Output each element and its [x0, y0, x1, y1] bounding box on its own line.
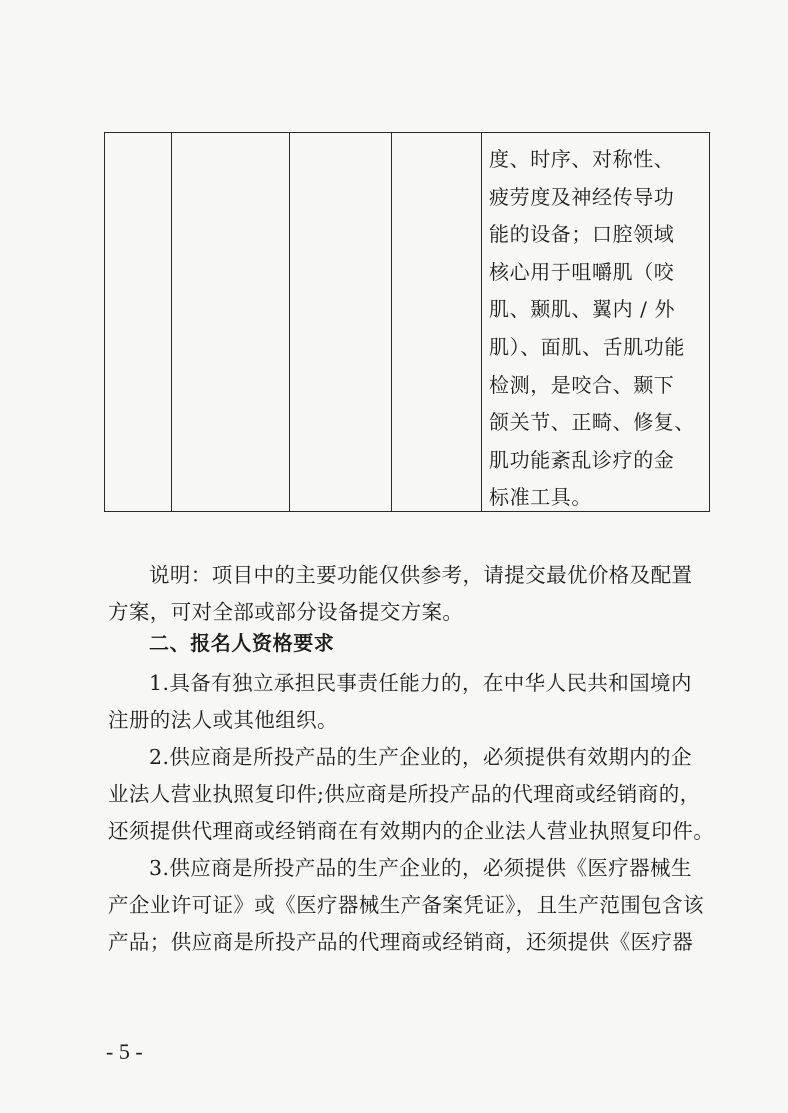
function-description-cell: [489, 141, 701, 517]
paragraph-line: 业法人营业执照复印件;供应商是所投产品的代理商或经销商的，: [108, 782, 701, 807]
cell-line: 肌、颞肌、翼内 / 外: [489, 297, 676, 322]
cell-line: 标准工具。: [489, 485, 592, 510]
paragraph-line: 注册的法人或其他组织。: [108, 708, 338, 733]
cell-line: 检测，是咬合、颞下: [489, 372, 675, 397]
paragraph-line: 说明：项目中的主要功能仅供参考，请提交最优价格及配置: [149, 563, 693, 587]
cell-line: 疲劳度及神经传导功: [489, 184, 675, 209]
cell-line: 度、时序、对称性、: [489, 147, 675, 171]
paragraph-line: 3.供应商是所投产品的生产企业的，必须提供《医疗器械生: [149, 856, 692, 880]
cell-line: 颌关节、正畸、修复、: [489, 410, 695, 435]
requirement-3: [108, 850, 708, 962]
paragraph-line: 还须提供代理商或经销商在有效期内的企业法人营业执照复印件。: [108, 819, 715, 844]
section-heading: 二、报名人资格要求: [149, 631, 335, 655]
page-number: - 5 -: [106, 1039, 143, 1064]
paragraph-line: 1.具备有独立承担民事责任能力的，在中华人民共和国境内: [149, 671, 692, 695]
cell-line: 肌功能紊乱诊疗的金: [489, 447, 675, 472]
requirement-1: [108, 665, 708, 739]
table-column-divider: [171, 133, 172, 511]
paragraph-line: 产品；供应商是所投产品的代理商或经销商，还须提供《医疗器: [108, 930, 694, 955]
cell-line: 能的设备；口腔领域: [489, 222, 675, 247]
paragraph-line: 产企业许可证》或《医疗器械生产备案凭证》，且生产范围包含该: [108, 893, 704, 918]
note-paragraph: [108, 557, 708, 631]
spec-table: [104, 132, 710, 512]
requirement-2: [108, 739, 715, 851]
cell-line: 核心用于咀嚼肌（咬: [489, 259, 675, 284]
paragraph-line: 方案，可对全部或部分设备提交方案。: [108, 600, 464, 625]
cell-line: 肌）、面肌、舌肌功能: [489, 334, 685, 359]
table-column-divider: [481, 133, 482, 511]
paragraph-line: 2.供应商是所投产品的生产企业的，必须提供有效期内的企: [149, 745, 692, 769]
table-column-divider: [289, 133, 290, 511]
table-column-divider: [391, 133, 392, 511]
